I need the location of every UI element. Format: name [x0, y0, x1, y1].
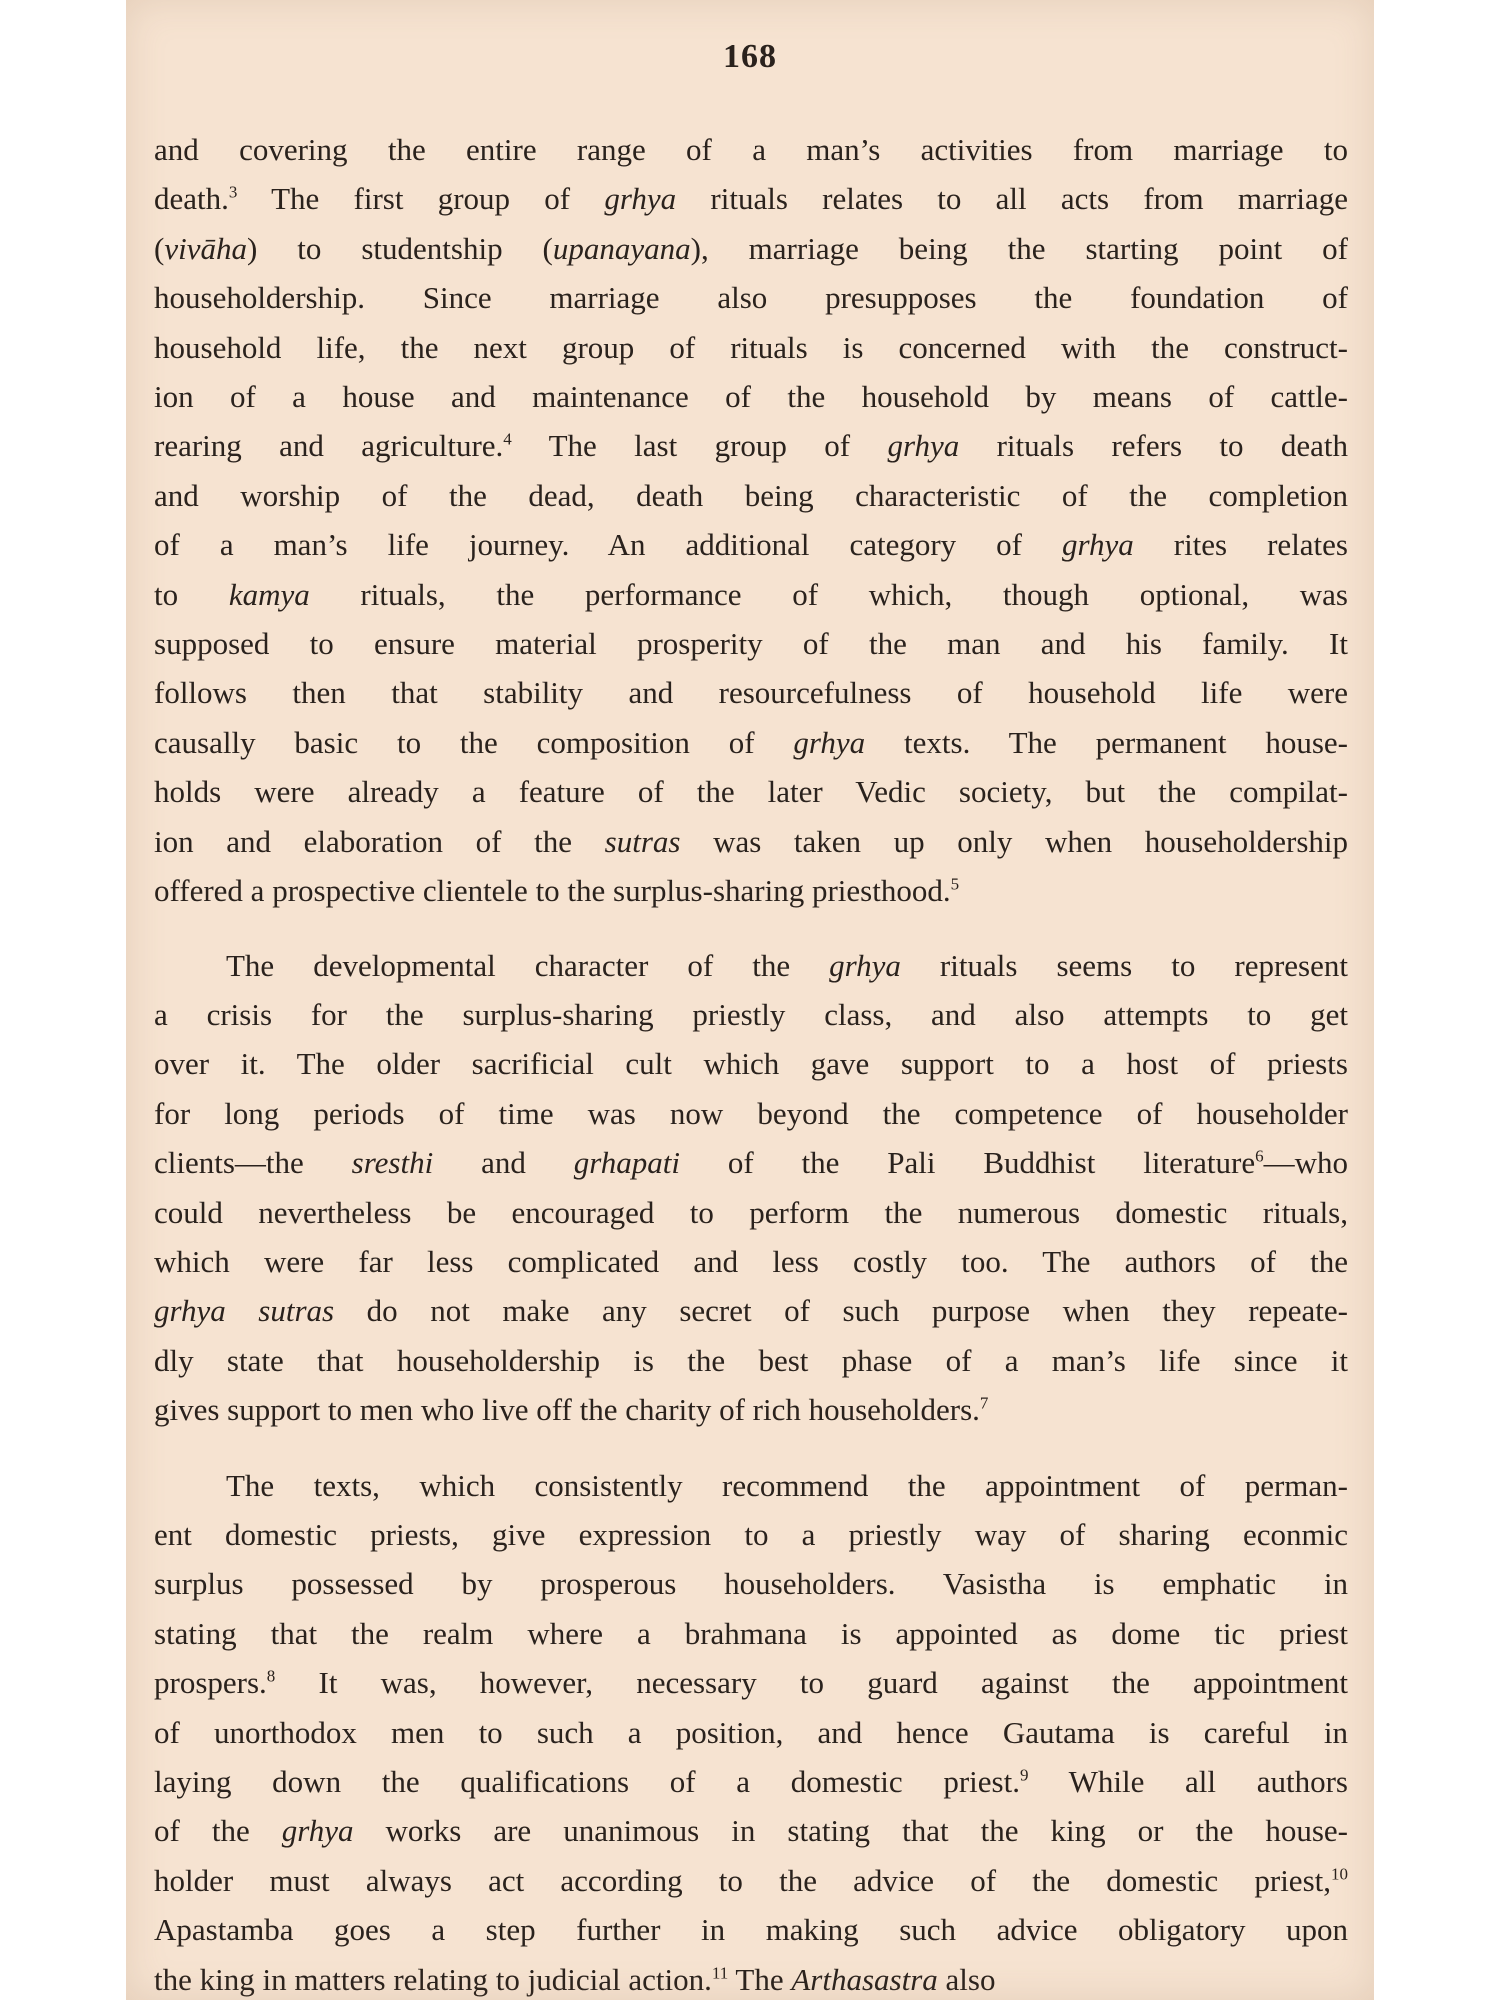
- text-line: [154, 1955, 1348, 2000]
- text-run: was taken up only when householdership: [680, 823, 1348, 859]
- paragraph: [154, 1461, 1348, 2000]
- text-run: The developmental character of the: [226, 947, 830, 983]
- italic-term: kamya: [228, 576, 310, 612]
- footnote-marker[interactable]: 4: [503, 430, 512, 450]
- text-line: [154, 941, 1348, 990]
- text-line: [154, 1461, 1348, 1510]
- paragraph: [154, 125, 1348, 916]
- text-run: —who: [1263, 1145, 1348, 1181]
- text-line: [154, 1510, 1348, 1559]
- paragraph-gap: [154, 916, 1348, 941]
- text-run: The first group of: [237, 181, 605, 217]
- text-line: [154, 767, 1348, 816]
- italic-term: grhya: [887, 428, 960, 464]
- text-line: [154, 372, 1348, 421]
- text-line: [154, 273, 1348, 322]
- text-run: holds were already a feature of the later Vedic society, but the compilat-: [154, 774, 1348, 810]
- italic-term: sresthi: [351, 1145, 434, 1181]
- footnote-marker[interactable]: 6: [1255, 1146, 1264, 1166]
- text-run: laying down the qualifications of a domestic priest.: [154, 1764, 1020, 1799]
- text-run: could nevertheless be encouraged to perform the numerous domestic rituals,: [154, 1194, 1348, 1230]
- text-run: holder must always act according to the advice of the domestic priest,: [154, 1862, 1331, 1898]
- text-run: ion and elaboration of the: [154, 823, 605, 859]
- text-line: [154, 1609, 1348, 1658]
- text-line: [154, 224, 1348, 273]
- text-line: [154, 1286, 1348, 1335]
- paragraph: [154, 941, 1348, 1435]
- text-run: of the: [154, 1813, 282, 1849]
- text-line: [154, 471, 1348, 520]
- italic-term: sutras: [604, 823, 681, 859]
- text-line: [154, 323, 1348, 372]
- text-run: and worship of the dead, death being characteristic of the completion: [154, 477, 1348, 513]
- text-line: [154, 174, 1348, 223]
- text-run: ) to studentship (: [246, 230, 553, 266]
- text-line: [154, 421, 1348, 470]
- italic-term: vivāha: [164, 230, 247, 266]
- text-run: ent domestic priests, give expression to a priestly way of sharing econmic: [154, 1516, 1348, 1552]
- page-number: 168: [723, 38, 777, 75]
- footnote-marker[interactable]: 9: [1019, 1765, 1029, 1785]
- text-line: [154, 570, 1348, 619]
- text-run: dly state that householdership is the best phase of a man’s life since it: [154, 1342, 1348, 1378]
- text-run: householdership. Since marriage also presupposes the foundation of: [154, 280, 1348, 316]
- italic-term: grhya sutras: [154, 1293, 335, 1329]
- text-run: texts. The permanent house-: [865, 724, 1348, 760]
- text-run: rituals refers to death: [959, 428, 1348, 464]
- italic-term: grhya: [793, 724, 866, 760]
- text-run: surplus possessed by prosperous householders. Vasistha is emphatic in: [154, 1566, 1348, 1602]
- text-run: ion of a house and maintenance of the household by means of cattle-: [154, 379, 1348, 415]
- text-line: [154, 866, 1348, 915]
- text-line: [154, 1757, 1348, 1806]
- text-run: rituals relates to all acts from marriage: [676, 181, 1349, 217]
- text-run: The last group of: [511, 428, 888, 464]
- text-line: [154, 1138, 1348, 1187]
- text-line: [154, 619, 1348, 668]
- text-run: (: [154, 230, 165, 266]
- italic-term: upanayana: [552, 230, 691, 266]
- text-line: [154, 1089, 1348, 1138]
- text-run: a crisis for the surplus-sharing priestly class, and also attempts to get: [154, 996, 1348, 1032]
- body-text: [154, 125, 1348, 2000]
- text-line: [154, 1237, 1348, 1286]
- footnote-marker[interactable]: 5: [950, 874, 960, 894]
- italic-term: grhapati: [573, 1145, 680, 1181]
- text-run: of a man’s life journey. An additional category of: [154, 527, 1062, 563]
- text-line: [154, 1385, 1348, 1434]
- text-run: follows then that stability and resourcefulness of household life were: [154, 675, 1348, 711]
- text-run: prospers.: [154, 1665, 267, 1701]
- footnote-marker[interactable]: 11: [711, 1963, 729, 1983]
- text-run: rituals, the performance of which, though optional, was: [309, 576, 1348, 612]
- text-run: supposed to ensure material prosperity of the man and his family. It: [154, 626, 1348, 662]
- text-line: [154, 718, 1348, 767]
- text-line: [154, 1856, 1348, 1905]
- italic-term: grhya: [829, 947, 901, 983]
- text-run: the king in matters relating to judicial action.: [154, 1961, 712, 1997]
- text-run: also: [937, 1961, 996, 1997]
- text-run: rites relates: [1133, 527, 1348, 563]
- italic-term: Arthasastra: [791, 1961, 938, 1997]
- text-line: [154, 1708, 1348, 1757]
- text-run: stating that the realm where a brahmana is appointed as dome tic priest: [154, 1615, 1348, 1651]
- footnote-marker[interactable]: 10: [1331, 1864, 1348, 1884]
- text-line: [154, 990, 1348, 1039]
- text-run: The: [728, 1961, 792, 1997]
- footnote-marker[interactable]: 3: [228, 183, 238, 203]
- text-run: do not make any secret of such purpose when they repeate-: [334, 1293, 1349, 1329]
- text-run: of the Pali Buddhist literature: [679, 1145, 1256, 1181]
- text-line: [154, 1039, 1348, 1088]
- text-run: to: [154, 576, 229, 612]
- text-run: ), marriage being the starting point of: [690, 230, 1348, 266]
- text-run: The texts, which consistently recommend the appointment of perman-: [226, 1467, 1348, 1503]
- text-run: works are unanimous in stating that the king or the house-: [353, 1813, 1348, 1849]
- text-line: [154, 1188, 1348, 1237]
- text-run: which were far less complicated and less costly too. The authors of the: [154, 1243, 1348, 1279]
- text-run: and: [433, 1145, 574, 1181]
- text-run: gives support to men who live off the charity of rich householders.: [154, 1392, 980, 1428]
- text-run: Apastamba goes a step further in making such advice obligatory upon: [154, 1912, 1348, 1948]
- book-page: [126, 0, 1374, 2000]
- text-run: of unorthodox men to such a position, and hence Gautama is careful in: [154, 1714, 1348, 1750]
- footnote-marker[interactable]: 8: [266, 1666, 276, 1686]
- text-run: over it. The older sacrificial cult which gave support to a host of priests: [154, 1046, 1348, 1082]
- italic-term: grhya: [281, 1813, 354, 1849]
- italic-term: grhya: [604, 181, 677, 217]
- italic-term: grhya: [1061, 527, 1134, 563]
- text-run: It was, however, necessary to guard against the appointment: [275, 1665, 1348, 1701]
- paragraph-gap: [154, 1435, 1348, 1461]
- footnote-marker[interactable]: 7: [979, 1393, 989, 1413]
- text-run: causally basic to the composition of: [154, 724, 794, 760]
- text-line: [154, 1905, 1348, 1954]
- text-line: [154, 1559, 1348, 1608]
- text-run: and covering the entire range of a man’s activities from marriage to: [154, 132, 1348, 167]
- text-line: [154, 1806, 1348, 1855]
- text-run: clients—the: [154, 1145, 352, 1181]
- text-run: household life, the next group of rituals is concerned with the construct-: [154, 329, 1348, 365]
- text-run: offered a prospective clientele to the surplus-sharing priesthood.: [154, 873, 951, 909]
- text-line: [154, 520, 1348, 569]
- text-run: rearing and agriculture.: [154, 428, 504, 464]
- text-run: for long periods of time was now beyond the competence of householder: [154, 1095, 1348, 1131]
- text-line: [154, 125, 1348, 174]
- text-run: rituals seems to represent: [900, 947, 1348, 983]
- text-line: [154, 668, 1348, 717]
- text-run: death.: [154, 181, 229, 217]
- text-line: [154, 1336, 1348, 1385]
- text-line: [154, 1658, 1348, 1707]
- text-run: While all authors: [1028, 1764, 1348, 1799]
- text-line: [154, 817, 1348, 866]
